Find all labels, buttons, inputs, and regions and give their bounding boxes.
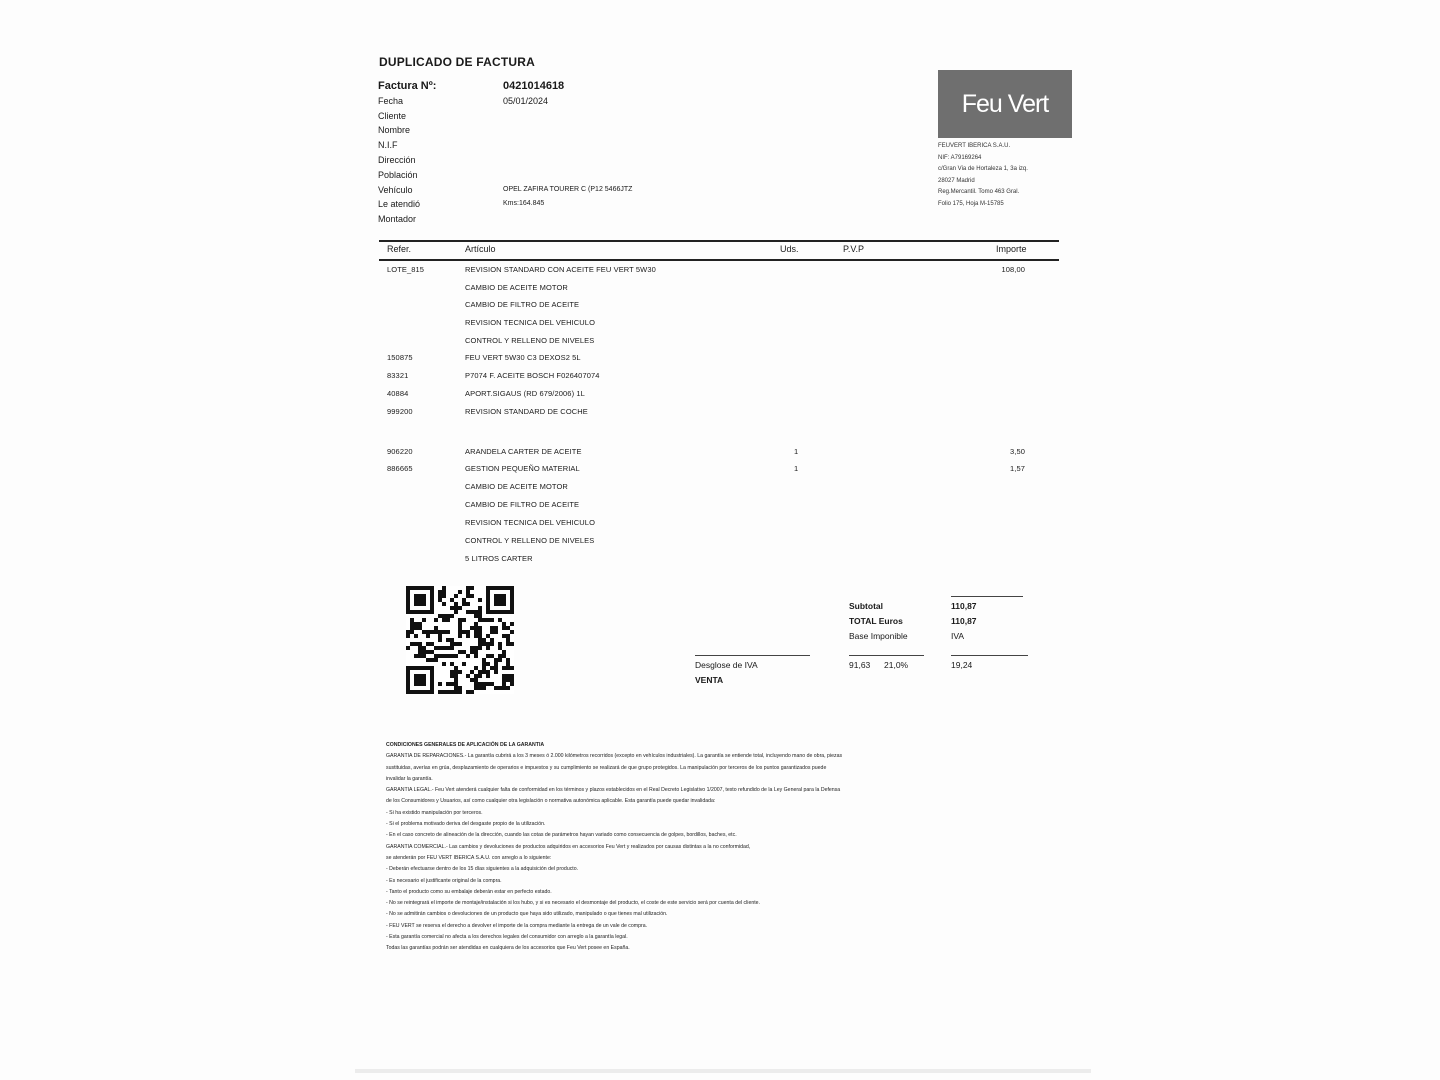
company-line: Reg.Mercantil. Tomo 463 Gral. [938, 189, 1020, 195]
conditions-line: - No se admitirán cambios o devoluciones de un producto que haya sido utilizado, manipulado o que tienes mal utilización. [386, 911, 668, 918]
conditions-line: de los Consumidores y Usuarios, así como cualquier otra legislación o normativa autonómica aplicable. Esta garantía puede quedar invalidada: [386, 798, 716, 805]
table-top-rule [379, 240, 1059, 242]
conditions-line: GARANTIA COMERCIAL.- Las cambios y devoluciones de productos adquiridos en accesorios Feu Vert y realizados por causas distintas a la no conformidad, [386, 843, 751, 850]
header-labels [378, 79, 436, 227]
company-line: 28027 Madrid [938, 177, 975, 184]
row-article: CAMBIO DE FILTRO DE ACEITE [465, 300, 580, 309]
company-line: c/Gran Via de Hortaleza 1, 3a izq. [938, 166, 1028, 172]
warranty-conditions [386, 740, 1046, 955]
row-article: CAMBIO DE ACEITE MOTOR [465, 482, 568, 491]
row-article: P7074 F. ACEITE BOSCH F026407074 [465, 371, 600, 380]
row-article: GESTION PEQUEÑO MATERIAL [465, 464, 580, 473]
iva-rule [951, 655, 1028, 656]
row-ref: 886665 [387, 464, 413, 473]
row-article: CONTROL Y RELLENO DE NIVELES [465, 536, 595, 545]
subtotal-rule [951, 596, 1023, 597]
subtotal-value: 110,87 [951, 601, 977, 611]
conditions-line: GARANTIA LEGAL.- Feu Vert atenderá cualquier falta de conformidad en los términos y plazos establecidos en el Real Decreto Legislativo 1/2007, texto refundido de la Ley General para la Defensa [386, 787, 841, 794]
row-amount: 108,00 [1001, 265, 1025, 274]
row-article: REVISION STANDARD DE COCHE [465, 407, 588, 416]
row-article: FEU VERT 5W30 C3 DEXOS2 5L [465, 353, 581, 362]
conditions-line: - Si el problema motivado deriva del desgaste propio de la utilización. [386, 821, 546, 828]
row-ref: 906220 [387, 447, 413, 456]
company-line: FEUVERT IBERICA S.A.U. [938, 143, 1011, 149]
header-values [503, 79, 632, 212]
label-client: Cliente [378, 110, 407, 121]
conditions-line: - Si ha existido manipulación por terceros. [386, 809, 483, 816]
label-vehicle: Vehículo [378, 184, 413, 195]
row-ref: 999200 [387, 407, 413, 416]
row-units: 1 [794, 464, 799, 473]
label-attended-by: Le atendió [378, 199, 421, 210]
company-line: Folio 175, Hoja M-15785 [938, 200, 1004, 207]
row-ref: LOTE_815 [387, 265, 425, 274]
label-fitter: Montador [378, 214, 417, 225]
venta-label: VENTA [695, 675, 724, 685]
row-ref: 40884 [387, 389, 409, 398]
label-date: Fecha [378, 95, 404, 106]
row-article: CAMBIO DE ACEITE MOTOR [465, 283, 568, 292]
vehicle-value: OPEL ZAFIRA TOURER C (P12 5466JTZ [503, 185, 633, 193]
row-article: CAMBIO DE FILTRO DE ACEITE [465, 500, 580, 509]
base-label: Base Imponible [849, 631, 908, 641]
row-ref: 150875 [387, 353, 413, 362]
row-article: REVISION STANDARD CON ACEITE FEU VERT 5W30 [465, 265, 656, 274]
conditions-lines [386, 751, 1046, 954]
row-article: CONTROL Y RELLENO DE NIVELES [465, 336, 595, 345]
conditions-line: invalidar la garantía. [386, 775, 433, 782]
row-article: REVISION TECNICA DEL VEHICULO [465, 518, 596, 527]
conditions-line: - Tanto el producto como su embalaje deberán estar en perfecto estado. [386, 888, 552, 895]
conditions-line: GARANTIA DE REPARACIONES.- La garantía cubrirá a los 3 meses ó 2.000 kilómetros recorridos (excepto en vehículos industriales). La garantía se entiende total, incluyendo mano de obra, piezas [386, 753, 843, 760]
conditions-line: se atenderán por FEU VERT IBERICA S.A.U. con arreglo a lo siguiente: [386, 854, 552, 861]
company-info [938, 141, 1028, 210]
table-header-rule [379, 259, 1059, 261]
row-article: ARANDELA CARTER DE ACEITE [465, 447, 582, 456]
conditions-line: - Deberán efectuarse dentro de los 15 días siguientes a la adquisición del producto. [386, 866, 579, 873]
base-rule [849, 655, 924, 656]
conditions-line: - En el caso concreto de alineación de la dirección, cuando las cotas de parámetros hayan variado como consecuencia de golpes, bordillos, baches, etc. [386, 832, 737, 839]
col-amount-header: Importe [996, 244, 1027, 254]
row-ref: 83321 [387, 371, 409, 380]
base-value: 91,63 [849, 660, 871, 670]
label-town: Población [378, 169, 418, 180]
company-line: NIF: A79169264 [938, 154, 982, 161]
invoice-date: 05/01/2024 [503, 95, 549, 106]
document-title: DUPLICADO DE FACTURA [379, 55, 535, 69]
iva-value: 19,24 [951, 660, 973, 670]
col-price-header: P.V.P [843, 244, 865, 254]
total-label: TOTAL Euros [849, 616, 903, 626]
conditions-line: - Es necesario el justificante original de la compra. [386, 877, 502, 884]
col-article-header: Artículo [465, 244, 496, 254]
feu-vert-logo [938, 70, 1072, 138]
row-article: 5 LITROS CARTER [465, 554, 533, 563]
conditions-line: - No se reintegrará el importe de montaje/instalación si los hubo, y si es necesario el desmontaje del producto, el coste de este servicio será por cuenta del cliente. [386, 900, 760, 907]
label-address: Dirección [378, 154, 416, 165]
row-amount: 1,57 [1010, 464, 1025, 473]
iva-rate: 21,0% [884, 660, 909, 670]
subtotal-label: Subtotal [849, 601, 883, 611]
label-invoice-number: Factura Nº: [378, 80, 437, 92]
page-edge [355, 1069, 1091, 1073]
conditions-line: - FEU VERT se reserva el derecho a devolver el importe de la compra mediante la entrega de un vale de compra. [386, 922, 648, 929]
label-name: Nombre [378, 125, 411, 136]
desglose-rule [695, 655, 810, 656]
invoice-number: 0421014618 [503, 80, 565, 92]
conditions-title: CONDICIONES GENERALES DE APLICACIÓN DE LA GARANTIA [386, 742, 545, 748]
conditions-line: Todas las garantías podrán ser atendidas en cualquiera de los accesorios que Feu Vert posee en España. [386, 945, 630, 952]
total-value: 110,87 [951, 616, 977, 626]
conditions-line: - Esta garantía comercial no afecta a los derechos legales del consumidor con arreglo a la garantía legal. [386, 934, 628, 941]
col-ref-header: Refer. [387, 244, 412, 254]
iva-label: IVA [951, 631, 965, 641]
label-nif: N.I.F [378, 140, 398, 151]
row-amount: 3,50 [1010, 447, 1025, 456]
col-units-header: Uds. [780, 244, 799, 254]
row-article: REVISION TECNICA DEL VEHICULO [465, 318, 596, 327]
row-article: APORT.SIGAUS (RD 679/2006) 1L [465, 389, 585, 398]
desglose-label: Desglose de IVA [695, 660, 758, 670]
km-value: Kms:164.845 [503, 200, 545, 208]
row-units: 1 [794, 447, 799, 456]
qr-code-icon [406, 586, 514, 694]
logo-text: Feu Vert [961, 89, 1049, 118]
conditions-line: sustituidas, averías en grúa, desplazamiento de operarios e impuestos y su cumplimiento se realizará de que grupo protegidos. La manipulación por terceros de los puntos garantizados puede [386, 764, 827, 771]
